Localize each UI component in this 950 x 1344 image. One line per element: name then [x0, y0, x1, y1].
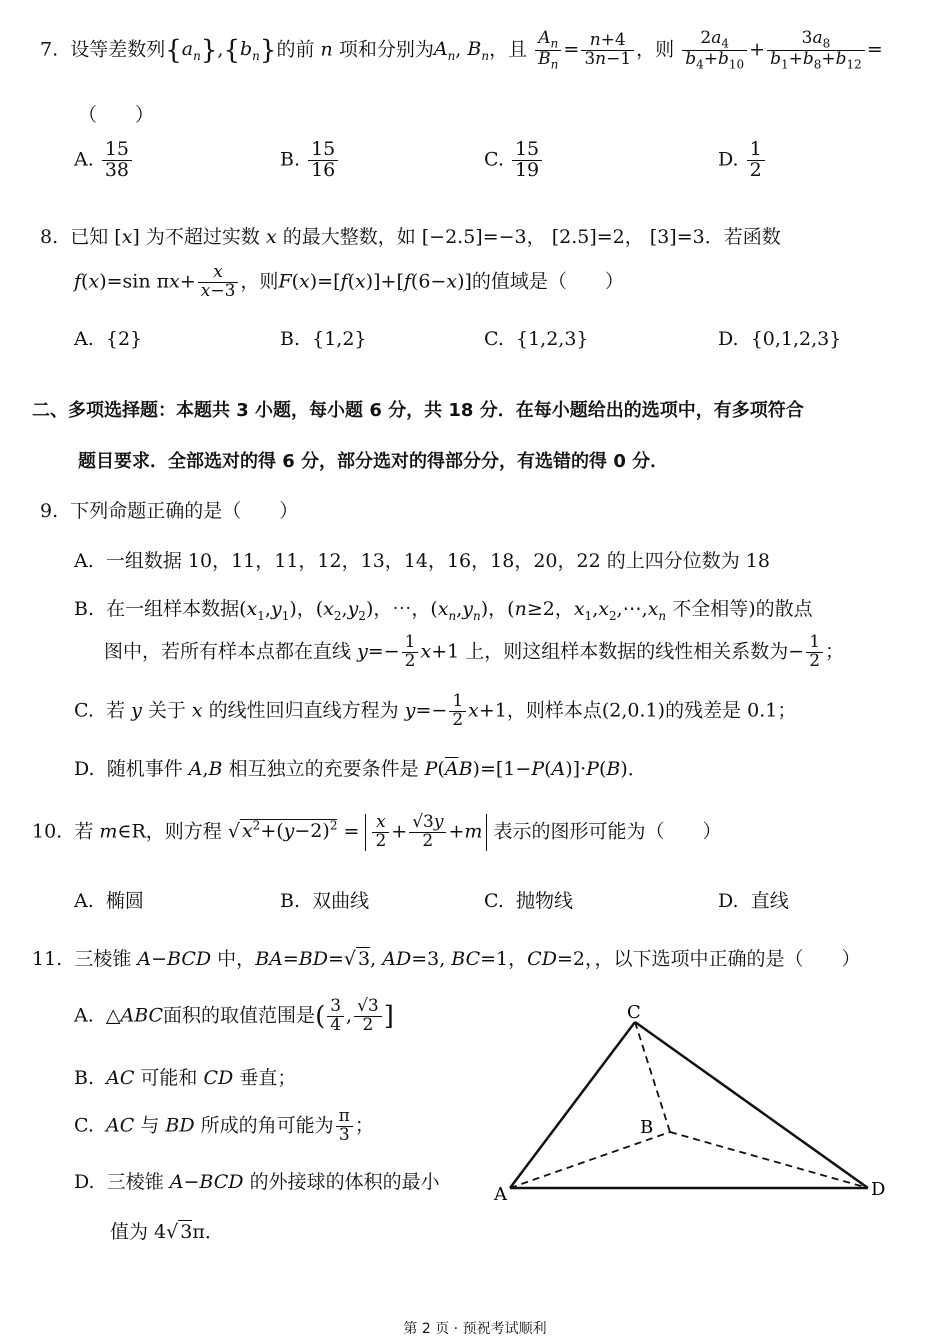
q7-option-c[interactable]: C. $\frac{15}{19}$ — [484, 140, 544, 181]
edge-ac — [510, 1022, 635, 1188]
page-footer: 第 2 页 · 预祝考试顺利 — [403, 1321, 547, 1337]
question-7-stem: 7. 设等差数列$\{a_n\},\{b_n\}$的前 n 项和分别为$A_n$, $B_n$，且 $\frac{A_n}{B_n}$ = $\frac{n+4}{3n-1}$ ，则 $\frac{2a_4}{b_4+b_{10}}$ + $\frac{3a_8}{b_1+b_8+b_{12}}$ = — [40, 28, 883, 72]
vertex-label-b: B — [640, 1117, 654, 1138]
question-11-stem: 11. 三棱锥 A−BCD 中，BA=BD=√ 3, AD=3, BC=1，CD=2，，以下选项中正确的是（ ） — [32, 948, 861, 970]
q9-option-d[interactable]: D. 随机事件 A,B 相互独立的充要条件是 $P(\overline{A}B)=[1-P(A)]\cdot P(B)$． — [74, 758, 647, 780]
q11-option-a[interactable]: A. △ABC面积的取值范围是( $\frac{3}{4}$ , $\frac{√3}{2}$ ] — [74, 996, 394, 1035]
question-9-stem: 9. 下列命题正确的是（ ） — [40, 500, 299, 522]
section-2-title: 二、多项选择题：本题共 3 小题，每小题 6 分，共 18 分．在每小题给出的选项中，有多项符合 — [32, 400, 804, 421]
q10-option-a[interactable]: A. 椭圆 — [74, 890, 144, 912]
vertex-label-d: D — [871, 1179, 886, 1200]
q11-option-b[interactable]: B. AC 可能和 CD 垂直； — [74, 1067, 297, 1089]
q11-option-c[interactable]: C. AC 与 BD 所成的角可能为 $\frac{\pi}{3}$ ； — [74, 1106, 374, 1145]
q8-option-a[interactable]: A. {2} — [74, 328, 143, 350]
q9-option-c[interactable]: C. 若 y 关于 x 的线性回归直线方程为 y=− $\frac{1}{2}$ x+1，则样本点(2,0.1)的残差是 0.1； — [74, 691, 797, 730]
question-8-function: f(x)=sin πx+ $\frac{x}{x-3}$ ，则F(x)=[f(x)]+[f(6−x)]的值域是（ ） — [74, 262, 624, 301]
q10-option-b[interactable]: B. 双曲线 — [280, 890, 370, 912]
q11-option-d-cont: 值为 4√ 3π． — [110, 1221, 224, 1243]
question-7-bracket: （ ） — [78, 104, 155, 126]
question-8-stem: 8. 已知 [x] 为不超过实数 x 的最大整数，如 [−2.5]=−3， [2.5]=2， [3]=3．若函数 — [40, 226, 781, 248]
tetrahedron-figure — [490, 1000, 900, 1215]
vertex-label-c: C — [627, 1002, 641, 1023]
q7-option-b[interactable]: B. $\frac{15}{16}$ — [280, 140, 340, 181]
q10-option-d[interactable]: D. 直线 — [718, 890, 789, 912]
q7-option-a[interactable]: A. $\frac{15}{38}$ — [74, 140, 134, 181]
q8-option-b[interactable]: B. {1,2} — [280, 328, 367, 350]
edge-ab — [510, 1132, 670, 1188]
edge-cd — [635, 1022, 868, 1188]
edge-bd — [670, 1132, 868, 1188]
q9-option-a[interactable]: A. 一组数据 10，11，11，12，13，14，16，18，20，22 的上四分位数为 18 — [74, 550, 770, 572]
q9-option-b[interactable]: B. 在一组样本数据$(x_1,y_1)$，$(x_2,y_2)$，⋯，$(x_n,y_n)$，(n≥2，$x_1,x_2,\cdots,x_n$ 不全相等)的散点 — [74, 598, 813, 623]
q8-option-c[interactable]: C. {1,2,3} — [484, 328, 589, 350]
q8-option-d[interactable]: D. {0,1,2,3} — [718, 328, 842, 350]
section-2-rules: 题目要求．全部选对的得 6 分，部分选对的得部分分，有选错的得 0 分． — [78, 451, 669, 472]
q11-option-d[interactable]: D. 三棱锥 A−BCD 的外接球的体积的最小 — [74, 1171, 440, 1193]
q10-option-c[interactable]: C. 抛物线 — [484, 890, 574, 912]
q9-option-b-cont: 图中，若所有样本点都在直线 y=− $\frac{1}{2}$ x+1 上，则这组样本数据的线性相关系数为− $\frac{1}{2}$ ； — [104, 632, 845, 671]
q7-option-d[interactable]: D. $\frac{1}{2}$ — [718, 140, 767, 181]
edge-bc — [635, 1022, 670, 1132]
vertex-label-a: A — [494, 1184, 507, 1205]
question-10-stem: 10. 若 m∈R，则方程 √ $x^2+(y-2)^2$ = $\frac{x}{2}$ + $\frac{√3y}{2}$ +m 表示的图形可能为（ ） — [32, 812, 722, 851]
